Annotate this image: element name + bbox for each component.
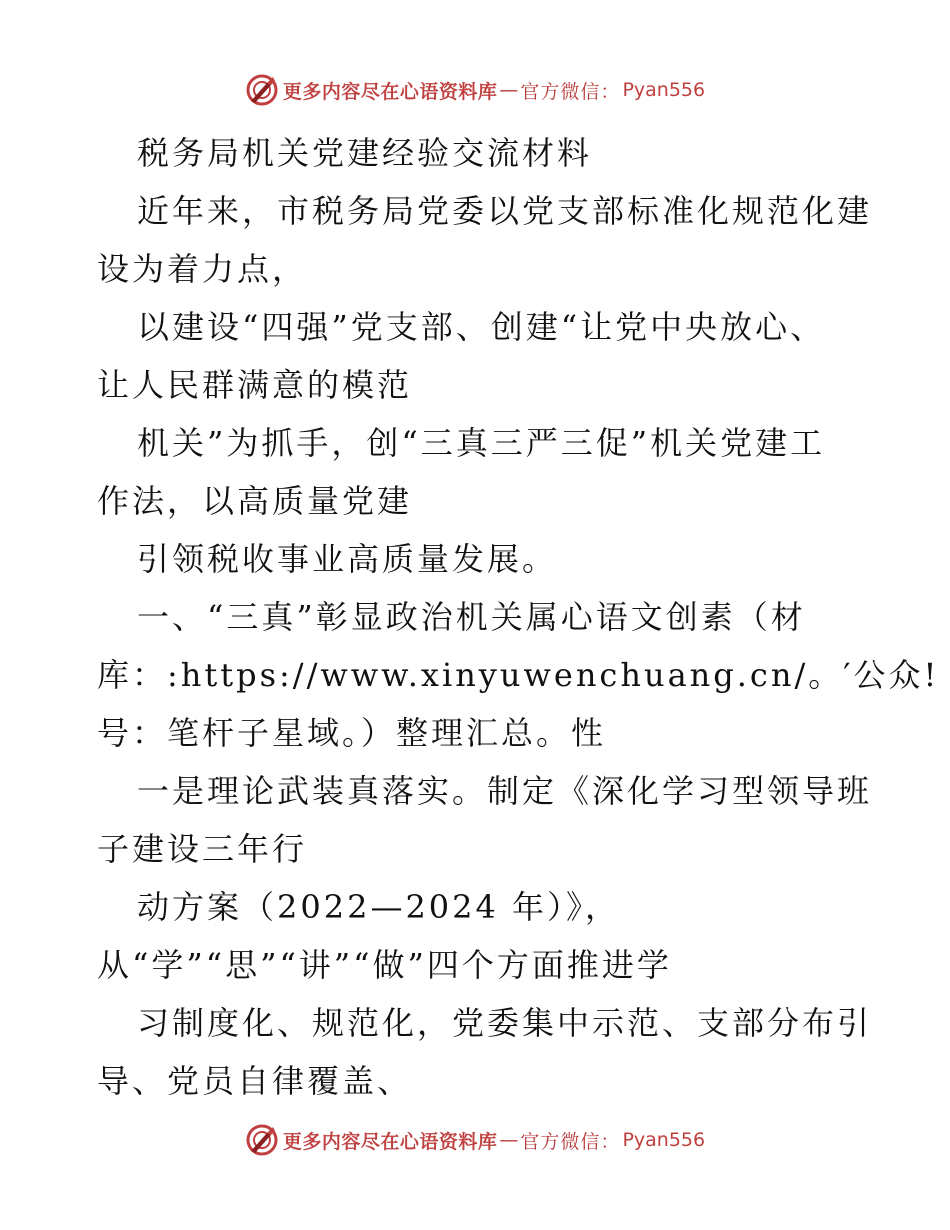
text-line: 作法，以高质量党建 [97, 482, 413, 520]
document-title: 税务局机关党建经验交流材料 [137, 134, 593, 172]
text-line: 一是理论武装真落实。制定《深化学习型领导班 [137, 772, 873, 810]
banner-official-label: 官方微信： [520, 80, 621, 103]
text-line: 库：:https://www.xinyuwenchuang.cn/。′公众! [97, 656, 940, 694]
pen-logo-icon [245, 73, 279, 107]
text-line: 子建设三年行 [97, 830, 308, 868]
text-line: 导、党员自律覆盖、 [97, 1062, 413, 1100]
banner-dash: — [499, 79, 519, 101]
text-line: 设为着力点， [97, 250, 308, 288]
document-body [97, 124, 940, 1110]
banner-account-id: Pyan556 [622, 79, 706, 101]
text-line: 动方案（2022—2024 年）》， [137, 888, 621, 926]
banner-brand-text: 更多内容尽在心语资料库 [282, 1130, 498, 1153]
banner-official-label: 官方微信： [520, 1130, 621, 1153]
banner-brand-text: 更多内容尽在心语资料库 [282, 80, 498, 103]
banner-dash: — [499, 1129, 519, 1151]
text-line: 习制度化、规范化，党委集中示范、支部分布引 [137, 1004, 873, 1042]
text-line: 以建设“四强”党支部、创建“让党中央放心、 [137, 308, 826, 346]
section-heading: 一、“三真”彰显政治机关属心语文创素（材 [137, 598, 806, 636]
text-line: 号：笔杆子星域。）整理汇总。性 [97, 714, 607, 752]
text-line: 近年来，市税务局党委以党支部标准化规范化建 [137, 192, 873, 230]
banner-account-id: Pyan556 [622, 1129, 706, 1151]
text-line: 引领税收事业高质量发展。 [137, 540, 558, 578]
text-line: 让人民群满意的模范 [97, 366, 413, 404]
pen-logo-icon [245, 1123, 279, 1157]
footer-watermark-banner [0, 1120, 950, 1160]
text-line: 机关”为抓手，创“三真三严三促”机关党建工 [137, 424, 826, 462]
text-line: 从“学”“思”“讲”“做”四个方面推进学 [97, 946, 672, 984]
header-watermark-banner [0, 70, 950, 110]
